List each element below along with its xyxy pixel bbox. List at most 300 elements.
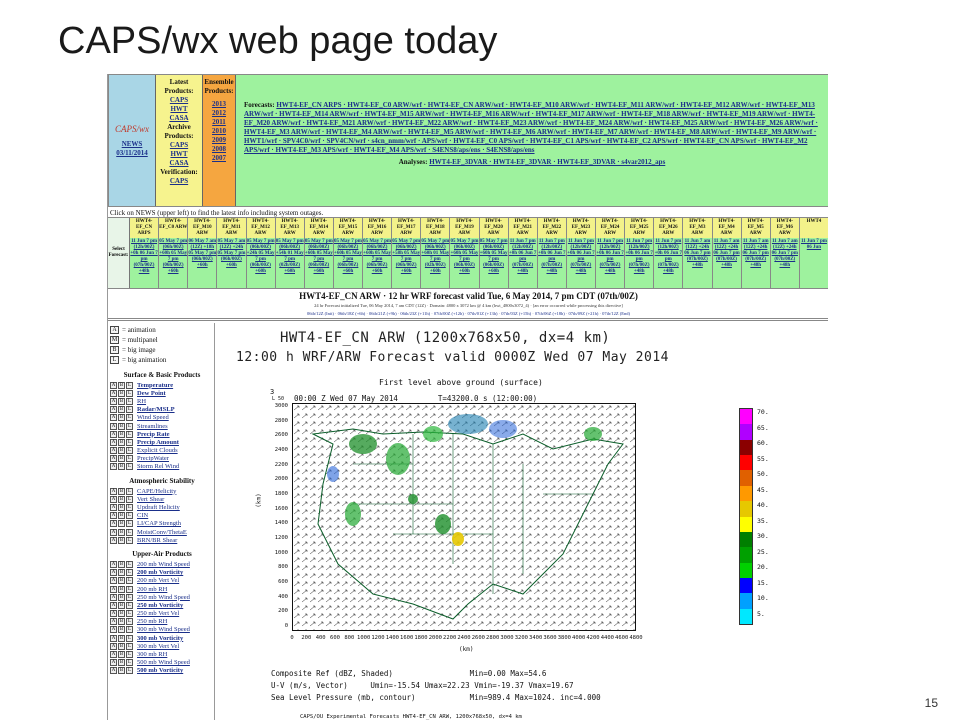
y-tick-label: 1800 (274, 491, 288, 497)
menu-item (110, 577, 214, 585)
abl-button[interactable]: L (127, 390, 132, 396)
abl-button[interactable]: A (111, 627, 116, 633)
menu-item-link[interactable]: MoistConv/ThetaE (137, 528, 187, 536)
menu-item (110, 610, 214, 618)
abl-button[interactable]: B (119, 496, 124, 502)
menu-item-link[interactable]: 500 mb Vorticity (137, 667, 184, 675)
run-column-links[interactable]: 11 Jun 7 pm 06 Jun (800, 238, 828, 288)
run-column-links[interactable]: 05 May 7 pm (06h/00Z) +58h 05 May 7 pm (06h/00Z) +60h (392, 238, 420, 288)
footer-wind: U-V (m/s, Vector) Umin=-15.54 Umax=22.23 Vmin=-19.37 Vmax=19.67 (271, 681, 574, 690)
run-column (683, 218, 712, 288)
animation-buttons (110, 594, 134, 601)
y-tick-label: 800 (278, 564, 288, 571)
abl-button[interactable]: L (127, 415, 132, 421)
animation-buttons (110, 667, 134, 674)
abl-button[interactable]: A (111, 448, 116, 454)
menu-item (110, 634, 214, 642)
abl-button[interactable]: A (111, 619, 116, 625)
abl-button[interactable]: A (111, 570, 116, 576)
menu-item-link[interactable]: PrecipWater (137, 455, 169, 463)
abl-button[interactable]: L (127, 448, 132, 454)
abl-button[interactable]: A (111, 390, 116, 396)
abl-button[interactable]: B (119, 505, 124, 511)
abl-button[interactable]: B (119, 586, 124, 592)
run-column-links[interactable]: 05 May 7 am (12Z) +24h 05 May 7 pm (06h/00Z) +60h (217, 238, 245, 288)
abl-button[interactable]: A (111, 513, 116, 519)
abl-button[interactable]: A (111, 611, 116, 617)
animation-buttons (110, 463, 134, 470)
y-tick-label: 1000 (274, 549, 288, 556)
menu-item-link[interactable]: Dew Point (137, 389, 166, 397)
run-column-links[interactable]: 11 Jun 7 pm (12h/00Z) +0h 06 Jun 7 pm (07h/00Z) +48h (625, 238, 653, 288)
map-svg (293, 404, 636, 631)
y-tick-label: 1200 (274, 535, 288, 541)
menu-section-title: Atmospheric Stability (129, 477, 195, 486)
abl-button[interactable]: L (127, 561, 132, 567)
abl-button[interactable]: B (119, 488, 124, 494)
abl-button[interactable]: B (119, 439, 124, 445)
run-column-links[interactable]: 11 Jun 7 pm (12h/00Z) +0h 06 Jun 7 pm (07h/00Z) +48h (567, 238, 595, 288)
outage-info-line: Click on NEWS (upper left) to find the latest info including system outages. (110, 209, 324, 217)
news-link[interactable]: NEWS (121, 139, 143, 148)
abl-button[interactable]: B (119, 619, 124, 625)
menu-item-link[interactable]: 300 mb Vert Vel (137, 642, 180, 650)
ensemble-year-link[interactable]: 2007 (212, 154, 226, 162)
abl-button[interactable]: A (111, 415, 116, 421)
legend-row (110, 345, 214, 355)
abl-button[interactable]: A (111, 561, 116, 567)
abl-button[interactable]: A (111, 456, 116, 462)
forecast-hour-links[interactable]: 06th/12Z (Init) · 06th/18Z (+6h) · 06th/21Z (+9h) · 06th/23Z (+11h) · 07th/00Z (+12h) · 07th/01Z (+13h) · 07th/03Z (+15h) · 07th/06Z (+18h) · 07th/09Z (+21h) · 07th/12Z (End) (306, 311, 631, 316)
animation-buttons (110, 569, 134, 576)
animation-buttons (110, 512, 134, 519)
animation-buttons (110, 439, 134, 446)
y-axis-label: (km) (255, 493, 263, 508)
run-column-links[interactable]: 11 Jun 7 am (12Z) +24h 06 Jun 7 pm (07h/00Z) +48h (771, 238, 799, 288)
abl-button[interactable]: A (111, 537, 116, 543)
menu-item-link[interactable]: Storm Rel Wind (137, 463, 180, 471)
run-column-links[interactable]: 11 Jun 7 pm (12h/00Z) +0h 06 Jun 7 pm (07h/00Z) +48h (596, 238, 624, 288)
abl-button[interactable]: B (119, 611, 124, 617)
weather-map (292, 403, 636, 631)
x-tick-label: 200 (301, 635, 312, 641)
abl-button[interactable]: L (127, 398, 132, 404)
run-column-header: HWT4-EF_M6 ARW (771, 218, 799, 238)
y-tick-label: 600 (278, 579, 288, 585)
run-column-header: HWT4-EF_M14 ARW (305, 218, 333, 238)
run-column (305, 218, 334, 288)
run-column-links[interactable]: 05 May 7 pm (06h/00Z) +60h 01 May 7 pm (02h/00Z) +60h (421, 238, 449, 288)
x-tick-label: 1000 (357, 635, 371, 641)
run-column-links[interactable]: 05 May 7 pm (06h/00Z) +60h 05 May 7 pm (06h/00Z) +60h (450, 238, 478, 288)
menu-item (110, 389, 214, 397)
menu-item-link[interactable]: 200 mb Wind Speed (137, 560, 190, 568)
animation-buttons (110, 447, 134, 454)
menu-item-link[interactable]: Explicit Clouds (137, 447, 178, 455)
legend-text: = big animation (122, 356, 167, 364)
abl-button[interactable]: B (119, 643, 124, 649)
y-tick-label: 2400 (274, 447, 288, 453)
animation-buttons (110, 635, 134, 642)
abl-button[interactable]: L (127, 423, 132, 429)
menu-item-link[interactable]: Radar/MSLP (137, 406, 175, 414)
animation-buttons (110, 496, 134, 503)
colorbar-swatch (740, 532, 752, 547)
menu-item (110, 487, 214, 495)
legend-key: A (110, 326, 119, 334)
menu-item-link[interactable]: 250 mb Vert Vel (137, 610, 180, 618)
animation-buttons (110, 488, 134, 495)
menu-item-link[interactable]: CIN (137, 512, 149, 520)
abl-button[interactable]: L (127, 586, 132, 592)
x-tick-label: 2600 (471, 635, 485, 641)
legend-key: M (111, 337, 118, 343)
abl-button[interactable]: L (127, 488, 132, 494)
abl-button[interactable]: A (111, 602, 116, 608)
y-tick-label: 2200 (274, 461, 288, 468)
run-column-links[interactable]: 05 May 7 pm (06h/00Z) +24h 05 May 7 pm (06h/00Z) +60h (247, 238, 275, 288)
run-column-links[interactable]: 06 May 7 am (12Z) +18h 05 May 7 pm (06h/00Z) +60h (188, 238, 216, 288)
run-column (567, 218, 596, 288)
run-column-header: HWT4-EF_C0 ARW (159, 218, 187, 238)
menu-item (110, 503, 214, 511)
abl-button[interactable]: B (119, 668, 124, 674)
run-column (509, 218, 538, 288)
abl-button[interactable]: L (127, 456, 132, 462)
run-column-header: HWT4-EF_M22 ARW (538, 218, 566, 238)
run-column-links[interactable]: 05 May 7 pm (06h/00Z) +60h 05 May 7 pm (06h/00Z) +60h (363, 238, 391, 288)
animation-buttons (110, 651, 134, 658)
abl-button[interactable]: B (119, 456, 124, 462)
animation-buttons (110, 659, 134, 666)
abl-button[interactable]: B (119, 635, 124, 641)
run-column (654, 218, 683, 288)
x-tick-label: 3000 (500, 635, 514, 641)
x-tick-label: 1400 (385, 635, 399, 641)
menu-item-link[interactable]: 300 mb RH (137, 651, 168, 659)
ensemble-year-link[interactable]: 2012 (212, 109, 226, 117)
abl-button[interactable]: B (119, 398, 124, 404)
y-tick-label: 1400 (274, 520, 288, 527)
footer-caps-credit: CAPS/OU Experimental Forecasts HWT4-EF_CN ARW, 1200x768x50, dx=4 km (300, 714, 522, 720)
abl-button[interactable]: L (127, 668, 132, 674)
abl-button[interactable]: B (119, 464, 124, 470)
abl-button[interactable]: B (119, 570, 124, 576)
menu-item (110, 601, 214, 609)
abl-button[interactable]: L (127, 529, 132, 535)
colorbar-swatch (740, 470, 752, 485)
archive-link-hwt[interactable]: HWT (170, 150, 188, 158)
menu-item-link[interactable]: LI/CAP Strength (137, 520, 181, 528)
x-tick-label: 600 (330, 635, 340, 641)
ensemble-year-link[interactable]: 2013 (212, 100, 226, 108)
abl-button[interactable]: L (127, 594, 132, 600)
run-column (771, 218, 800, 288)
abl-button[interactable]: L (127, 570, 132, 576)
menu-item-link[interactable]: BRN/BR Shear (137, 536, 178, 544)
run-column-header: HWT4-EF_M15 ARW (334, 218, 362, 238)
abl-button[interactable]: L (127, 652, 132, 658)
run-column-links[interactable]: 11 Jun 7 pm (12h/00Z) +0h 06 Jun 7 pm (07h/00Z) +48h (538, 238, 566, 288)
abl-button[interactable]: B (119, 602, 124, 608)
menu-item (110, 569, 214, 577)
run-column (363, 218, 392, 288)
archive-link-caps[interactable]: CAPS (169, 141, 189, 149)
run-column-header: HWT4-EF_M24 ARW (596, 218, 624, 238)
y-tick-label: 2000 (274, 476, 288, 483)
colorbar-swatch (740, 486, 752, 501)
forecasts-cell (236, 75, 828, 206)
colorbar-swatch (740, 593, 752, 608)
run-column (334, 218, 363, 288)
colorbar-swatch (740, 578, 752, 593)
abl-button[interactable]: B (119, 415, 124, 421)
x-tick-label: 2000 (428, 635, 442, 641)
abl-button[interactable]: L (127, 513, 132, 519)
abl-button[interactable]: B (119, 382, 124, 388)
x-tick-label: 2200 (443, 635, 457, 641)
x-tick-label: 400 (315, 635, 326, 641)
abl-button[interactable]: A (111, 652, 116, 658)
menu-item (110, 650, 214, 658)
menu-item (110, 406, 214, 414)
run-column-links[interactable]: 11 Jun 7 pm (12h/00Z) +0h 06 Jun 7 pm (07h/00Z) +48h (654, 238, 682, 288)
legend-row (110, 355, 214, 365)
run-column-header: HWT4-EF_CN ARPS (130, 218, 158, 238)
abl-button[interactable]: A (111, 496, 116, 502)
run-column (217, 218, 246, 288)
verification-heading: Verification: (160, 168, 198, 176)
select-forecast-label: Select Forecast: (108, 218, 130, 288)
colorbar-label: 65. (757, 423, 769, 432)
news-date[interactable]: 03/11/2014 (116, 148, 148, 157)
abl-button[interactable]: B (119, 431, 124, 437)
abl-button[interactable]: B (119, 594, 124, 600)
abl-button[interactable]: B (119, 537, 124, 543)
abl-button[interactable]: A (111, 407, 116, 413)
run-column (742, 218, 771, 288)
menu-item-link[interactable]: Vert Shear (137, 495, 165, 503)
menu-item-link[interactable]: Temperature (137, 381, 174, 389)
abl-button[interactable]: A (111, 643, 116, 649)
run-column-links[interactable]: 05 May 7 pm (06h/00Z) +60h 05 May 7 pm (06h/00Z) +60h (159, 238, 187, 288)
colorbar-label: 60. (757, 439, 769, 447)
run-column-links[interactable]: 11 Jun 7 pm (12h/00Z) +0h 06 Jun 7 pm (07h/00Z) +48h (509, 238, 537, 288)
abl-button[interactable]: A (111, 439, 116, 445)
colorbar-label: 10. (757, 594, 769, 602)
run-column (800, 218, 828, 288)
abl-button[interactable]: L (127, 619, 132, 625)
verification-link-caps[interactable]: CAPS (169, 177, 189, 185)
run-column-header: HWT4 (800, 218, 828, 238)
abl-button[interactable]: A (111, 594, 116, 600)
footer-reflectivity: Composite Ref (dBZ, Shaded) Min=0.00 Max=54.6 (271, 669, 547, 678)
run-column-header: HWT4-EF_M4 ARW (713, 218, 741, 238)
x-tick-label: 3400 (529, 635, 543, 641)
abl-button[interactable]: L (127, 660, 132, 666)
animation-buttons (110, 398, 134, 405)
latest-link-hwt[interactable]: HWT (170, 105, 188, 113)
run-column (713, 218, 742, 288)
menu-item (110, 528, 214, 536)
abl-button[interactable]: A (111, 521, 116, 527)
animation-buttons (110, 561, 134, 568)
abl-button[interactable]: L (127, 627, 132, 633)
run-column-links[interactable]: 11 Jun 7 pm (12h/00Z) +0h 06 Jun 7 pm (07h/00Z) +48h (130, 238, 158, 288)
abl-button[interactable]: A (111, 668, 116, 674)
ensemble-year-link[interactable]: 2011 (212, 118, 226, 126)
colorbar-swatch (740, 440, 752, 455)
ensemble-products-cell (203, 75, 236, 206)
abl-button[interactable]: A (111, 464, 116, 470)
colorbar-label: 25. (757, 547, 769, 556)
abl-button[interactable]: A (111, 423, 116, 429)
menu-item (110, 626, 214, 634)
menu-item-link[interactable]: 200 mb Vorticity (137, 569, 184, 577)
animation-buttons (110, 586, 134, 593)
abl-button[interactable]: A (111, 529, 116, 535)
menu-item-link[interactable]: 250 mb Vorticity (137, 601, 184, 609)
run-column-links[interactable]: 11 Jun 7 am (12Z) +24h 06 Jun 7 pm (07h/00Z) +48h (742, 238, 770, 288)
animation-buttons (110, 618, 134, 625)
plot-time-left: 00:00 Z Wed 07 May 2014 (294, 394, 398, 403)
menu-item-link[interactable]: Updraft Helicity (137, 504, 180, 512)
abl-button[interactable]: L (127, 602, 132, 608)
menu-item-link[interactable]: 200 mb Vert Vel (137, 577, 180, 585)
reflectivity-colorbar (739, 408, 753, 625)
menu-item (110, 520, 214, 528)
run-column-header: HWT4-EF_M25 ARW (625, 218, 653, 238)
forecasts-label: Forecasts: (244, 101, 275, 109)
abl-button[interactable]: L (127, 643, 132, 649)
analyses-label: Analyses: (398, 158, 428, 166)
divider (108, 318, 828, 321)
run-column-links[interactable]: 05 May 7 pm (06h/00Z) +60h 05 May 7 pm (06h/00Z) +60h (480, 238, 508, 288)
run-column-header: HWT4-EF_M17 ARW (392, 218, 420, 238)
abl-button[interactable]: L (127, 439, 132, 445)
abl-button[interactable]: L (127, 496, 132, 502)
run-column (480, 218, 509, 288)
colorbar-label: 5. (757, 609, 765, 618)
abl-button[interactable]: B (119, 448, 124, 454)
animation-buttons (110, 537, 134, 544)
analyses-links[interactable]: HWT4-EF_3DVAR · HWT4-EF_3DVAR · HWT4-EF_3DVAR · s4var2012_aps (429, 158, 666, 166)
abl-button[interactable]: B (119, 407, 124, 413)
abl-button[interactable]: L (127, 407, 132, 413)
run-column-links[interactable]: 05 May 7 pm (06h/00Z) +60h 05 May 7 pm (06h/00Z) +60h (305, 238, 333, 288)
menu-item-link[interactable]: Wind Speed (137, 414, 169, 422)
menu-item-link[interactable]: Precip Rate (137, 430, 170, 438)
abl-button[interactable]: A (111, 660, 116, 666)
abl-button[interactable]: B (119, 529, 124, 535)
abl-button[interactable]: L (127, 611, 132, 617)
abl-button[interactable]: L (127, 537, 132, 543)
colorbar-label: 30. (757, 532, 769, 540)
colorbar-label: 35. (757, 516, 769, 525)
menu-item-link[interactable]: 250 mb Wind Speed (137, 593, 190, 601)
abl-button[interactable]: A (111, 635, 116, 641)
menu-item-link[interactable]: RH (137, 397, 147, 405)
plot-time-right: T=43200.0 s (12:00:00) (437, 394, 538, 403)
animation-buttons (110, 577, 134, 584)
abl-button[interactable]: L (127, 464, 132, 470)
abl-button[interactable]: L (127, 382, 132, 388)
plot-scale-label: 3 (270, 388, 275, 396)
menu-item (110, 438, 214, 446)
abl-button[interactable]: B (119, 423, 124, 429)
ensemble-year-link[interactable]: 2009 (212, 136, 226, 144)
menu-item-link[interactable]: Streamlines (137, 422, 168, 430)
menu-item-link[interactable]: 300 mb Wind Speed (137, 626, 190, 634)
abl-button[interactable]: B (119, 390, 124, 396)
abl-button[interactable]: L (127, 635, 132, 641)
forecast-title: HWT4-EF_CN ARW · 12 hr WRF forecast valid Tue, 6 May 2014, 7 pm CDT (07th/00Z) (299, 291, 638, 301)
abl-button[interactable]: A (111, 398, 116, 404)
latest-link-casa[interactable]: CASA (169, 114, 189, 122)
run-column (276, 218, 305, 288)
menu-item-link[interactable]: 200 mb RH (137, 585, 168, 593)
run-column-links[interactable]: 11 Jun 7 am (12Z) +24h 06 Jun 7 pm (07h/00Z) +48h (683, 238, 711, 288)
abl-button[interactable]: L (127, 431, 132, 437)
x-axis-label: (km) (459, 646, 474, 653)
menu-item (110, 642, 214, 650)
latest-link-caps[interactable]: CAPS (169, 96, 189, 104)
abl-button[interactable]: A (111, 488, 116, 494)
menu-item-link[interactable]: CAPE/Helicity (137, 487, 177, 495)
abl-button[interactable]: B (119, 578, 124, 584)
x-tick-label: 2800 (486, 635, 500, 641)
animation-buttons (110, 602, 134, 609)
abl-button[interactable]: L (127, 578, 132, 584)
run-column-links[interactable]: 11 Jun 7 am (12Z) +24h 06 Jun 7 pm (07h/00Z) +48h (713, 238, 741, 288)
abl-button[interactable]: A (111, 431, 116, 437)
menu-item-link[interactable]: Precip Amount (137, 438, 179, 446)
abl-button[interactable]: A (111, 505, 116, 511)
x-tick-label: 3800 (557, 635, 571, 641)
menu-item-link[interactable]: 500 mb Wind Speed (137, 659, 190, 667)
forecast-subtitle: 24 hr Forecast initialized Tue, 06 May 2014, 7 am CDT (12Z) · Domain: 4800 x 3072 km @ 4 km (hwt_4800x3072_4) · [an error occurred while processing this directive] (314, 303, 623, 308)
run-column-links[interactable]: 05 May 7 pm (06h/00Z) +60h 05 May 7 pm (06h/00Z) +60h (334, 238, 362, 288)
abl-button[interactable]: A (111, 578, 116, 584)
menu-item (110, 585, 214, 593)
abl-button[interactable]: B (119, 521, 124, 527)
abl-button[interactable]: L (127, 505, 132, 511)
abl-button[interactable]: B (119, 561, 124, 567)
colorbar-label: 45. (757, 485, 769, 494)
colorbar-label: 50. (757, 470, 769, 478)
analyses-row (244, 158, 820, 167)
forecast-model-links[interactable]: HWT4-EF_CN ARPS · HWT4-EF_C0 ARW/wrf · HWT4-EF_CN ARW/wrf · HWT4-EF_M10 ARW/wrf · HWT4-EF_M11 ARW/wrf · HWT4-EF_M12 ARW/wrf · HWT4-EF_M13 ARW/wrf · HWT4-EF_M14 ARW/wrf · HWT4-EF_M15 ARW/wrf · HWT4-EF_M16 ARW/wrf · HWT4-EF_M17 ARW/wrf · HWT4-EF_M18 ARW/wrf · HWT4-EF_M19 ARW/wrf · HWT4-EF_M20 ARW/wrf · HWT4-EF_M21 ARW/wrf · HWT4-EF_M22 ARW/wrf · HWT4-EF_M23 ARW/wrf · HWT4-EF_M24 ARW/wrf · HWT4-EF_M25 ARW/wrf · HWT4-EF_M26 ARW/wrf · HWT4-EF_M3 ARW/wrf · HWT4-EF_M4 ARW/wrf · HWT4-EF_M5 ARW/wrf · HWT4-EF_M6 ARW/wrf · HWT4-EF_M7 ARW/wrf · HWT4-EF_M8 ARW/wrf · HWT4-EF_M9 ARW/wrf · HWT1/wrf · SPV4C0/wrf · SPV4CN/wrf · s4cn_nmm/wrf · APS/wrf · HWT4-EF_C0 APS/wrf · HWT4-EF_C1 APS/wrf · HWT4-EF_C2 APS/wrf · HWT4-EF_CN APS/wrf · HWT4-EF_M2 APS/wrf · HWT4-EF_M3 APS/wrf · HWT4-EF_M4 APS/wrf · S4ENS8/aps/ens · S4ENS8/aps/ens (244, 101, 818, 154)
abl-button[interactable]: B (119, 660, 124, 666)
abl-button[interactable]: A (111, 382, 116, 388)
menu-item-link[interactable]: 250 mb RH (137, 618, 168, 626)
ensemble-year-link[interactable]: 2008 (212, 145, 226, 153)
abl-button[interactable]: B (119, 652, 124, 658)
abl-button[interactable]: B (119, 627, 124, 633)
abl-button[interactable]: A (111, 586, 116, 592)
menu-item (110, 536, 214, 544)
colorbar-label: 20. (757, 563, 769, 571)
x-tick-label: 4200 (586, 635, 600, 641)
ensemble-year-link[interactable]: 2010 (212, 127, 226, 135)
abl-button[interactable]: B (119, 513, 124, 519)
abl-button[interactable]: L (127, 521, 132, 527)
menu-item (110, 455, 214, 463)
run-column-links[interactable]: 05 May 7 pm (06h/00Z) +54h 01 May 7 pm (02h/00Z) +60h (276, 238, 304, 288)
x-tick-label: 4400 (600, 635, 614, 641)
menu-item-link[interactable]: 300 mb Vorticity (137, 634, 184, 642)
archive-link-casa[interactable]: CASA (169, 159, 189, 167)
